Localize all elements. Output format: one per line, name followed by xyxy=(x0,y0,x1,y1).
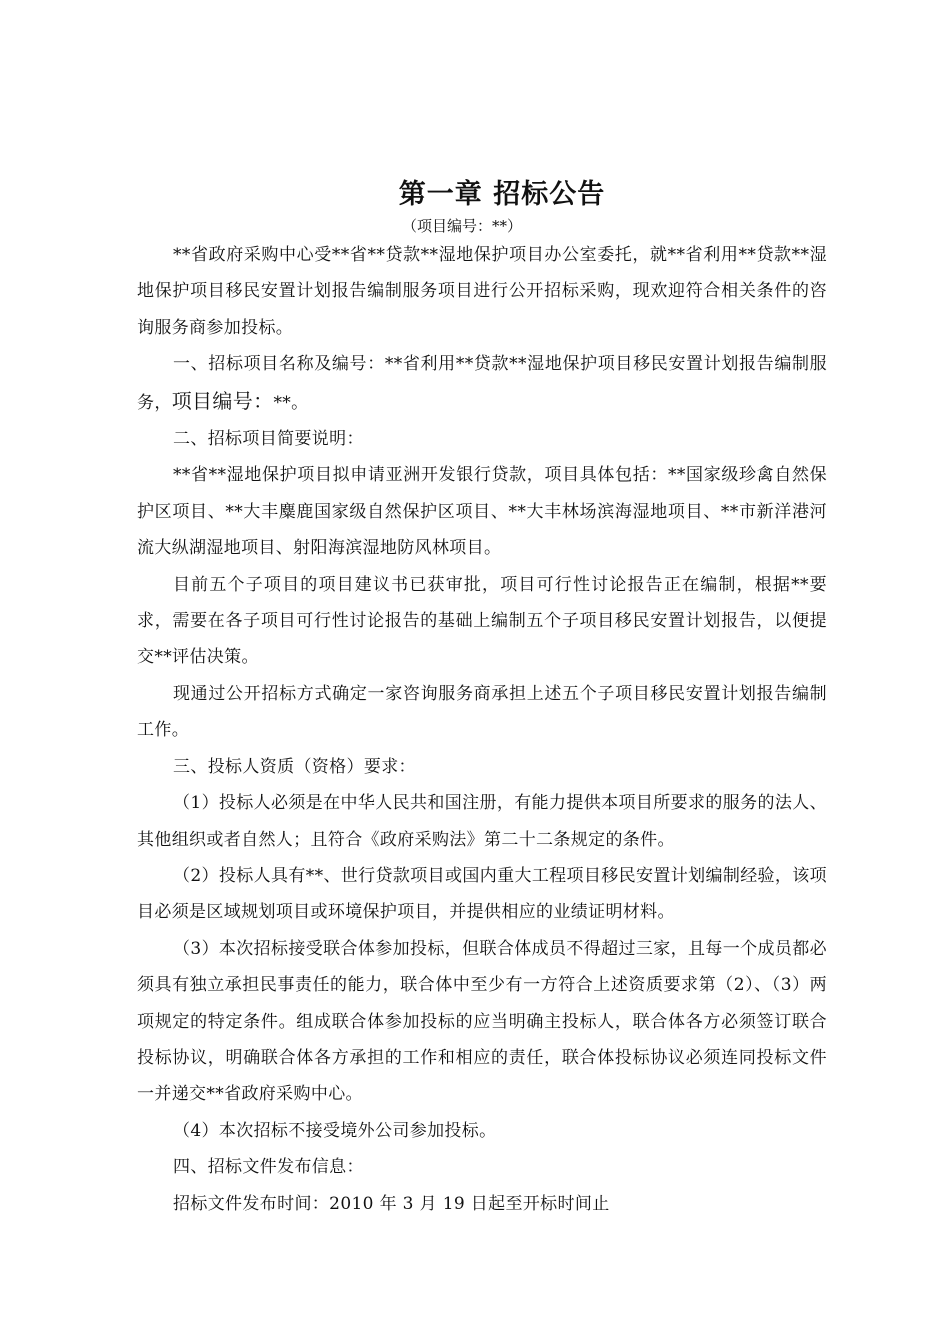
section2-paragraph-2: 目前五个子项目的项目建议书已获审批，项目可行性讨论报告正在编制，根据**要求，需要在各子项目可行性讨论报告的基础上编制五个子项目移民安置计划报告，以便提交**评估决策。 xyxy=(137,574,827,668)
section3-item-2: （2）投标人具有**、世行贷款项目或国内重大工程项目移民安置计划编制经验，该项目必须是区域规划项目或环境保护项目，并提供相应的业绩证明材料。 xyxy=(137,865,827,923)
section2-paragraph-1: **省**湿地保护项目拟申请亚洲开发银行贷款，项目具体包括：**国家级珍禽自然保护区项目、**大丰麋鹿国家级自然保护区项目、**大丰林场滨海湿地项目、**市新洋港河流大纵湖湿地项目、射阳海滨湿地防风林项目。 xyxy=(137,465,827,559)
intro-paragraph: **省政府采购中心受**省**贷款**湿地保护项目办公室委托，就**省利用**贷款**湿地保护项目移民安置计划报告编制服务项目进行公开招标采购，现欢迎符合相关条件的咨询服务商参加投标。 xyxy=(137,245,827,338)
section1-project-number-value: **。 xyxy=(273,392,309,413)
section2-heading: 二、招标项目简要说明： xyxy=(173,429,364,450)
section3-item-1: （1）投标人必须是在中华人民共和国注册，有能力提供本项目所要求的服务的法人、其他组织或者自然人；且符合《政府采购法》第二十二条规定的条件。 xyxy=(137,793,827,850)
section1-project-number-label: 项目编号： xyxy=(171,388,274,413)
section1-paragraph xyxy=(137,346,827,421)
section3-item-3: （3）本次招标接受联合体参加投标，但联合体成员不得超过三家，且每一个成员都必须具有独立承担民事责任的能力，联合体中至少有一方符合上述资质要求第（2）、（3）两项规定的特定条件。组成联合体参加投标的应当明确主投标人，联合体各方必须签订联合投标协议，明确联合体各方承担的工作和相应的责任，联合体投标协议必须连同投标文件一并递交**省政府采购中心。 xyxy=(137,938,827,1105)
section3-heading: 三、投标人资质（资格）要求： xyxy=(173,756,416,777)
project-number: （项目编号：**） xyxy=(401,217,522,235)
chapter-title: 第一章 招标公告 xyxy=(398,179,606,210)
section3-item-4: （4）本次招标不接受境外公司参加投标。 xyxy=(173,1120,497,1141)
section4-heading: 四、招标文件发布信息： xyxy=(173,1157,364,1178)
document-page xyxy=(137,175,827,1222)
section1-text: 一、招标项目名称及编号：**省利用**贷款**湿地保护项目移民安置计划报告编制服务， xyxy=(137,354,827,413)
section2-paragraph-3: 现通过公开招标方式确定一家咨询服务商承担上述五个子项目移民安置计划报告编制工作。 xyxy=(137,683,827,741)
section4-release-time: 招标文件发布时间：2010 年 3 月 19 日起至开标时间止 xyxy=(173,1193,610,1214)
